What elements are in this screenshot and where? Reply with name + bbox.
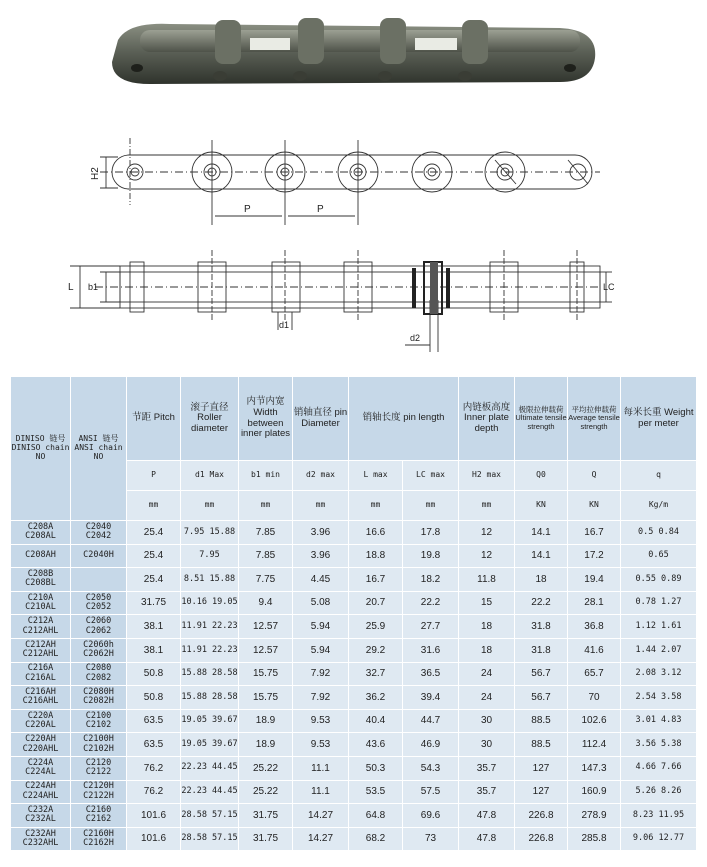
- cell-p: 76.2: [127, 756, 181, 780]
- cell-q: 17.2: [568, 544, 621, 568]
- cell-lc: 54.3: [403, 756, 459, 780]
- header-pitch: 节距 Pitch: [127, 377, 181, 461]
- lc-label: LC: [603, 282, 615, 292]
- l-label: L: [68, 282, 74, 293]
- cell-q: 278.9: [568, 804, 621, 828]
- cell-l: 32.7: [349, 662, 403, 686]
- unit-cell: mm: [293, 491, 349, 521]
- cell-q0: 31.8: [515, 638, 568, 662]
- cell-diniso: C216AH C216AHL: [11, 686, 71, 710]
- cell-lc: 18.2: [403, 568, 459, 592]
- cell-d2: 3.96: [293, 544, 349, 568]
- cell-q: 41.6: [568, 638, 621, 662]
- cell-l: 68.2: [349, 827, 403, 851]
- cell-b1: 12.57: [239, 638, 293, 662]
- cell-lc: 73: [403, 827, 459, 851]
- cell-lc: 69.6: [403, 804, 459, 828]
- header-width: 内节内宽 Width between inner plates: [239, 377, 293, 461]
- cell-q: 147.3: [568, 756, 621, 780]
- top-view-connecting-link: [412, 262, 450, 314]
- header-average: 平均拉伸载荷 Average tensile strength: [568, 377, 621, 461]
- cell-l: 16.6: [349, 521, 403, 545]
- cell-d1: 19.05 39.67: [181, 733, 239, 757]
- cell-diniso: C212A C212AHL: [11, 615, 71, 639]
- cell-h2: 15: [459, 591, 515, 615]
- cell-p: 63.5: [127, 709, 181, 733]
- cell-h2: 47.8: [459, 804, 515, 828]
- unit-cell: Kg/m: [621, 491, 697, 521]
- cell-d1: 22.23 44.45: [181, 780, 239, 804]
- cell-p: 76.2: [127, 780, 181, 804]
- cell-w: 1.12 1.61: [621, 615, 697, 639]
- cell-q: 28.1: [568, 591, 621, 615]
- cell-h2: 30: [459, 709, 515, 733]
- cell-b1: 18.9: [239, 733, 293, 757]
- d2-label: d2: [410, 333, 421, 343]
- cell-p: 25.4: [127, 521, 181, 545]
- cell-d2: 14.27: [293, 804, 349, 828]
- cell-h2: 11.8: [459, 568, 515, 592]
- cell-q0: 14.1: [515, 544, 568, 568]
- cell-w: 1.44 2.07: [621, 638, 697, 662]
- cell-h2: 18: [459, 638, 515, 662]
- cell-w: 4.66 7.66: [621, 756, 697, 780]
- cell-h2: 12: [459, 544, 515, 568]
- unit-cell: KN: [568, 491, 621, 521]
- cell-q0: 127: [515, 780, 568, 804]
- unit-cell: mm: [403, 491, 459, 521]
- cell-l: 53.5: [349, 780, 403, 804]
- cell-w: 3.56 5.38: [621, 733, 697, 757]
- cell-w: 9.06 12.77: [621, 827, 697, 851]
- cell-q: 112.4: [568, 733, 621, 757]
- cell-q: 70: [568, 686, 621, 710]
- cell-diniso: C232A C232AL: [11, 804, 71, 828]
- chain-photo: [112, 18, 595, 84]
- cell-diniso: C232AH C232AHL: [11, 827, 71, 851]
- cell-b1: 12.57: [239, 615, 293, 639]
- cell-q: 36.8: [568, 615, 621, 639]
- cell-lc: 17.8: [403, 521, 459, 545]
- cell-d1: 19.05 39.67: [181, 709, 239, 733]
- table-row: [11, 780, 697, 804]
- cell-l: 29.2: [349, 638, 403, 662]
- unit-cell: mm: [127, 491, 181, 521]
- table-row: [11, 827, 697, 851]
- cell-h2: 24: [459, 662, 515, 686]
- cell-w: 8.23 11.95: [621, 804, 697, 828]
- cell-ansi: C2160H C2162H: [71, 827, 127, 851]
- cell-q: 65.7: [568, 662, 621, 686]
- cell-ansi: C2060 C2062: [71, 615, 127, 639]
- cell-ansi: C2080 C2082: [71, 662, 127, 686]
- table-row: [11, 804, 697, 828]
- cell-q0: 56.7: [515, 686, 568, 710]
- cell-q: 19.4: [568, 568, 621, 592]
- cell-p: 38.1: [127, 638, 181, 662]
- header-ultimate: 极限拉伸载荷 Ultimate tensile strength: [515, 377, 568, 461]
- cell-d1: 22.23 44.45: [181, 756, 239, 780]
- cell-b1: 15.75: [239, 662, 293, 686]
- cell-d2: 3.96: [293, 521, 349, 545]
- cell-q0: 22.2: [515, 591, 568, 615]
- top-view-drawing: [70, 250, 612, 352]
- symbol-cell: LC max: [403, 461, 459, 491]
- cell-q: 160.9: [568, 780, 621, 804]
- cell-h2: 12: [459, 521, 515, 545]
- cell-b1: 7.85: [239, 544, 293, 568]
- cell-d2: 7.92: [293, 662, 349, 686]
- cell-ansi: C2080H C2082H: [71, 686, 127, 710]
- unit-cell: mm: [181, 491, 239, 521]
- cell-p: 25.4: [127, 568, 181, 592]
- cell-d2: 9.53: [293, 709, 349, 733]
- symbol-cell: Q0: [515, 461, 568, 491]
- cell-h2: 18: [459, 615, 515, 639]
- cell-q0: 18: [515, 568, 568, 592]
- cell-diniso: C224A C224AL: [11, 756, 71, 780]
- unit-cell: KN: [515, 491, 568, 521]
- table-row: [11, 615, 697, 639]
- cell-diniso: C208AH: [11, 544, 71, 568]
- cell-p: 63.5: [127, 733, 181, 757]
- cell-w: 2.54 3.58: [621, 686, 697, 710]
- cell-b1: 31.75: [239, 827, 293, 851]
- cell-d1: 11.91 22.23: [181, 615, 239, 639]
- table-row: [11, 709, 697, 733]
- symbol-cell: d2 max: [293, 461, 349, 491]
- h2-label: H2: [90, 167, 101, 180]
- cell-q0: 88.5: [515, 709, 568, 733]
- cell-l: 18.8: [349, 544, 403, 568]
- symbol-cell: b1 min: [239, 461, 293, 491]
- cell-b1: 7.85: [239, 521, 293, 545]
- cell-p: 50.8: [127, 662, 181, 686]
- cell-d2: 5.94: [293, 615, 349, 639]
- cell-p: 50.8: [127, 686, 181, 710]
- cell-d2: 4.45: [293, 568, 349, 592]
- cell-p: 38.1: [127, 615, 181, 639]
- cell-diniso: C216A C216AL: [11, 662, 71, 686]
- cell-w: 2.08 3.12: [621, 662, 697, 686]
- cell-h2: 35.7: [459, 756, 515, 780]
- cell-diniso: C212AH C212AHL: [11, 638, 71, 662]
- cell-d2: 5.94: [293, 638, 349, 662]
- cell-diniso: C220AH C220AHL: [11, 733, 71, 757]
- cell-d1: 15.88 28.58: [181, 662, 239, 686]
- cell-b1: 7.75: [239, 568, 293, 592]
- cell-q0: 31.8: [515, 615, 568, 639]
- symbol-cell: P: [127, 461, 181, 491]
- header-plate-depth: 内链板高度 Inner plate depth: [459, 377, 515, 461]
- cell-p: 101.6: [127, 804, 181, 828]
- cell-d1: 28.58 57.15: [181, 827, 239, 851]
- symbol-cell: L max: [349, 461, 403, 491]
- cell-d2: 11.1: [293, 756, 349, 780]
- cell-ansi: C2100 C2102: [71, 709, 127, 733]
- pitch-label-1: P: [244, 204, 251, 215]
- cell-b1: 25.22: [239, 756, 293, 780]
- cell-l: 20.7: [349, 591, 403, 615]
- table-row: [11, 733, 697, 757]
- cell-p: 101.6: [127, 827, 181, 851]
- cell-l: 36.2: [349, 686, 403, 710]
- cell-d2: 11.1: [293, 780, 349, 804]
- cell-d1: 7.95 15.88: [181, 521, 239, 545]
- table-row: [11, 756, 697, 780]
- symbol-cell: Q: [568, 461, 621, 491]
- cell-d1: 11.91 22.23: [181, 638, 239, 662]
- header-pin-length: 销轴长度 pin length: [349, 377, 459, 461]
- cell-lc: 22.2: [403, 591, 459, 615]
- table-row: [11, 638, 697, 662]
- d1-label: d1: [279, 320, 290, 330]
- cell-lc: 31.6: [403, 638, 459, 662]
- cell-b1: 31.75: [239, 804, 293, 828]
- pitch-label-2: P: [317, 204, 324, 215]
- cell-d2: 5.08: [293, 591, 349, 615]
- cell-q0: 226.8: [515, 827, 568, 851]
- unit-cell: mm: [239, 491, 293, 521]
- cell-lc: 46.9: [403, 733, 459, 757]
- cell-l: 25.9: [349, 615, 403, 639]
- cell-ansi: C2040 C2042: [71, 521, 127, 545]
- cell-lc: 19.8: [403, 544, 459, 568]
- symbol-cell: H2 max: [459, 461, 515, 491]
- table-row: [11, 521, 697, 545]
- cell-d1: 15.88 28.58: [181, 686, 239, 710]
- cell-ansi: C2050 C2052: [71, 591, 127, 615]
- header-ansi: ANSI 链号 ANSI chain NO: [71, 377, 127, 521]
- cell-d1: 28.58 57.15: [181, 804, 239, 828]
- cell-q: 102.6: [568, 709, 621, 733]
- cell-ansi: C2060h C2062H: [71, 638, 127, 662]
- cell-l: 50.3: [349, 756, 403, 780]
- cell-q: 16.7: [568, 521, 621, 545]
- table-row: [11, 662, 697, 686]
- cell-d1: 8.51 15.88: [181, 568, 239, 592]
- symbol-cell: d1 Max: [181, 461, 239, 491]
- header-diniso: DINISO 链号 DINISO chain NO: [11, 377, 71, 521]
- cell-d2: 7.92: [293, 686, 349, 710]
- cell-q: 285.8: [568, 827, 621, 851]
- cell-b1: 25.22: [239, 780, 293, 804]
- cell-b1: 15.75: [239, 686, 293, 710]
- cell-lc: 27.7: [403, 615, 459, 639]
- symbol-cell: q: [621, 461, 697, 491]
- cell-diniso: C208B C208BL: [11, 568, 71, 592]
- side-view-drawing: [100, 138, 600, 225]
- cell-ansi: [71, 568, 127, 592]
- cell-lc: 39.4: [403, 686, 459, 710]
- cell-diniso: C224AH C224AHL: [11, 780, 71, 804]
- cell-l: 43.6: [349, 733, 403, 757]
- unit-cell: mm: [349, 491, 403, 521]
- cell-q0: 14.1: [515, 521, 568, 545]
- cell-q0: 127: [515, 756, 568, 780]
- cell-ansi: C2160 C2162: [71, 804, 127, 828]
- b1-label: b1: [88, 282, 99, 292]
- cell-p: 31.75: [127, 591, 181, 615]
- chain-drawings: [0, 0, 707, 370]
- cell-h2: 30: [459, 733, 515, 757]
- cell-w: 0.65: [621, 544, 697, 568]
- chain-spec-table: [10, 376, 697, 851]
- cell-d2: 14.27: [293, 827, 349, 851]
- table-row: [11, 568, 697, 592]
- cell-q0: 226.8: [515, 804, 568, 828]
- cell-h2: 24: [459, 686, 515, 710]
- cell-ansi: C2120 C2122: [71, 756, 127, 780]
- cell-d1: 10.16 19.05: [181, 591, 239, 615]
- cell-w: 0.55 0.89: [621, 568, 697, 592]
- cell-diniso: C210A C210AL: [11, 591, 71, 615]
- cell-b1: 18.9: [239, 709, 293, 733]
- cell-w: 0.5 0.84: [621, 521, 697, 545]
- cell-lc: 36.5: [403, 662, 459, 686]
- header-pin-diameter: 销轴直径 pin Diameter: [293, 377, 349, 461]
- cell-lc: 44.7: [403, 709, 459, 733]
- cell-w: 5.26 8.26: [621, 780, 697, 804]
- cell-w: 0.78 1.27: [621, 591, 697, 615]
- table-row: [11, 544, 697, 568]
- cell-diniso: C208A C208AL: [11, 521, 71, 545]
- table-row: [11, 591, 697, 615]
- cell-lc: 57.5: [403, 780, 459, 804]
- cell-ansi: C2100H C2102H: [71, 733, 127, 757]
- cell-diniso: C220A C220AL: [11, 709, 71, 733]
- cell-b1: 9.4: [239, 591, 293, 615]
- cell-w: 3.01 4.83: [621, 709, 697, 733]
- header-weight: 每米长重 Weight per meter: [621, 377, 697, 461]
- unit-cell: mm: [459, 491, 515, 521]
- table-row: [11, 686, 697, 710]
- cell-q0: 88.5: [515, 733, 568, 757]
- cell-l: 64.8: [349, 804, 403, 828]
- cell-d1: 7.95: [181, 544, 239, 568]
- cell-p: 25.4: [127, 544, 181, 568]
- cell-h2: 47.8: [459, 827, 515, 851]
- cell-d2: 9.53: [293, 733, 349, 757]
- cell-ansi: C2040H: [71, 544, 127, 568]
- cell-q0: 56.7: [515, 662, 568, 686]
- table-body: [11, 521, 697, 851]
- cell-h2: 35.7: [459, 780, 515, 804]
- cell-ansi: C2120H C2122H: [71, 780, 127, 804]
- header-roller: 滚子直径 Roller diameter: [181, 377, 239, 461]
- cell-l: 40.4: [349, 709, 403, 733]
- cell-l: 16.7: [349, 568, 403, 592]
